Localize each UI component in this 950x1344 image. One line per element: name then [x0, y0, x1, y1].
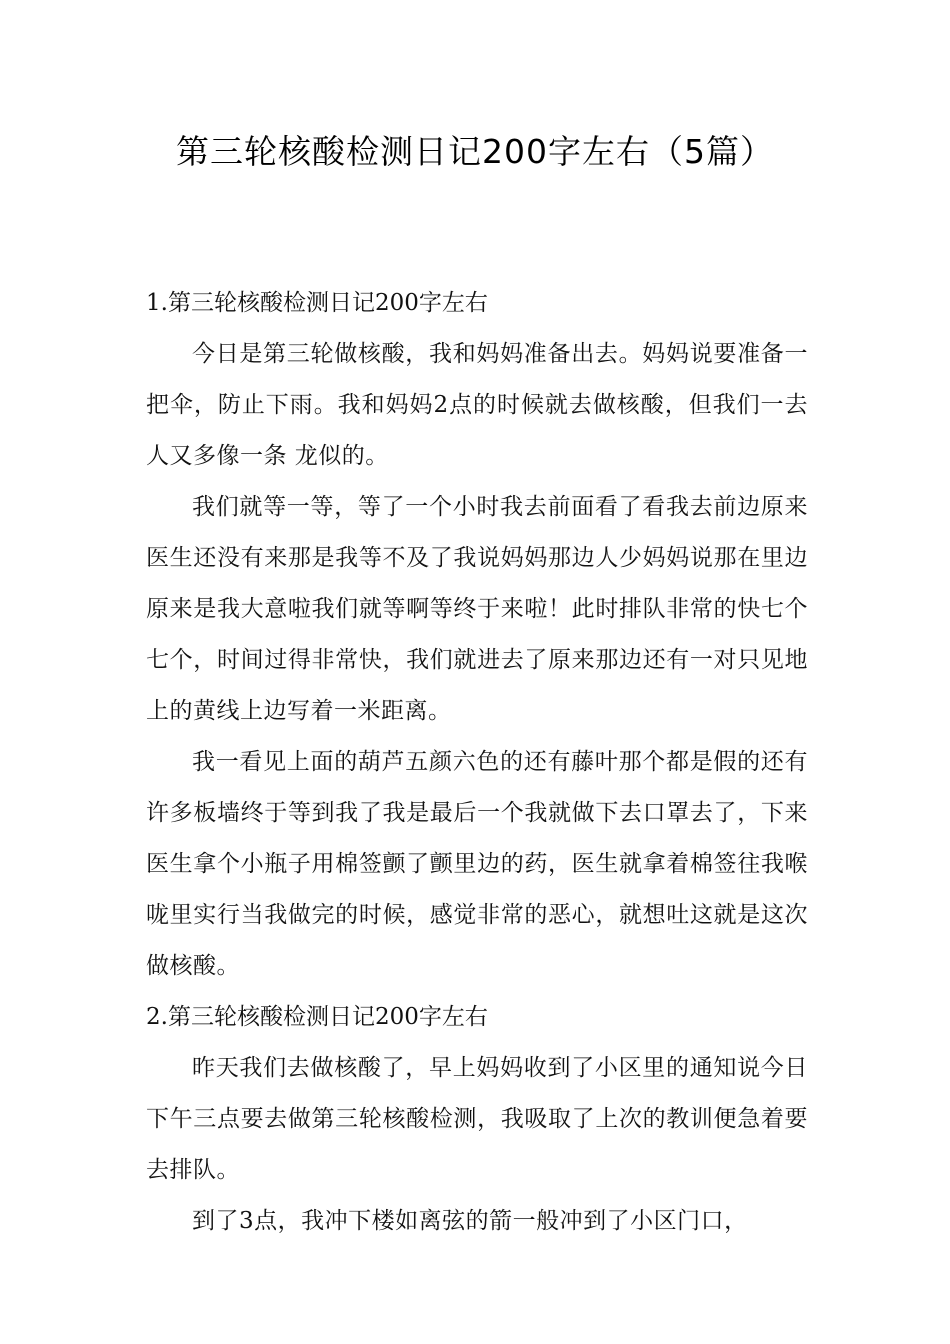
section-heading: 2.第三轮核酸检测日记200字左右: [146, 1004, 488, 1030]
section-2: [146, 992, 808, 1247]
paragraph: 今日是第三轮做核酸，我和妈妈准备出去。妈妈说要准备一把伞，防止下雨。我和妈妈2点的时候就去做核酸，但我们一去人又多像一条 龙似的。: [146, 341, 808, 469]
section-1: [146, 278, 808, 992]
document-title: 第三轮核酸检测日记200字左右（5篇）: [176, 132, 774, 171]
section-heading: 1.第三轮核酸检测日记200字左右: [146, 290, 488, 316]
paragraph: 我一看见上面的葫芦五颜六色的还有藤叶那个都是假的还有许多板墙终于等到我了我是最后一个我就做下去口罩去了，下来医生拿个小瓶子用棉签颤了颤里边的药，医生就拿着棉签往我喉咙里实行当我做完的时候，感觉非常的恶心，就想吐这就是这次做核酸。: [146, 749, 808, 979]
paragraph: 我们就等一等，等了一个小时我去前面看了看我去前边原来医生还没有来那是我等不及了我说妈妈那边人少妈妈说那在里边原来是我大意啦我们就等啊等终于来啦！此时排队非常的快七个七个，时间过得非常快，我们就进去了原来那边还有一对只见地上的黄线上边写着一米距离。: [146, 494, 808, 724]
paragraph: 昨天我们去做核酸了，早上妈妈收到了小区里的通知说今日下午三点要去做第三轮核酸检测，我吸取了上次的教训便急着要去排队。: [146, 1055, 808, 1183]
document-body: [146, 278, 808, 1247]
paragraph: 到了3点，我冲下楼如离弦的箭一般冲到了小区门口，: [192, 1208, 748, 1234]
